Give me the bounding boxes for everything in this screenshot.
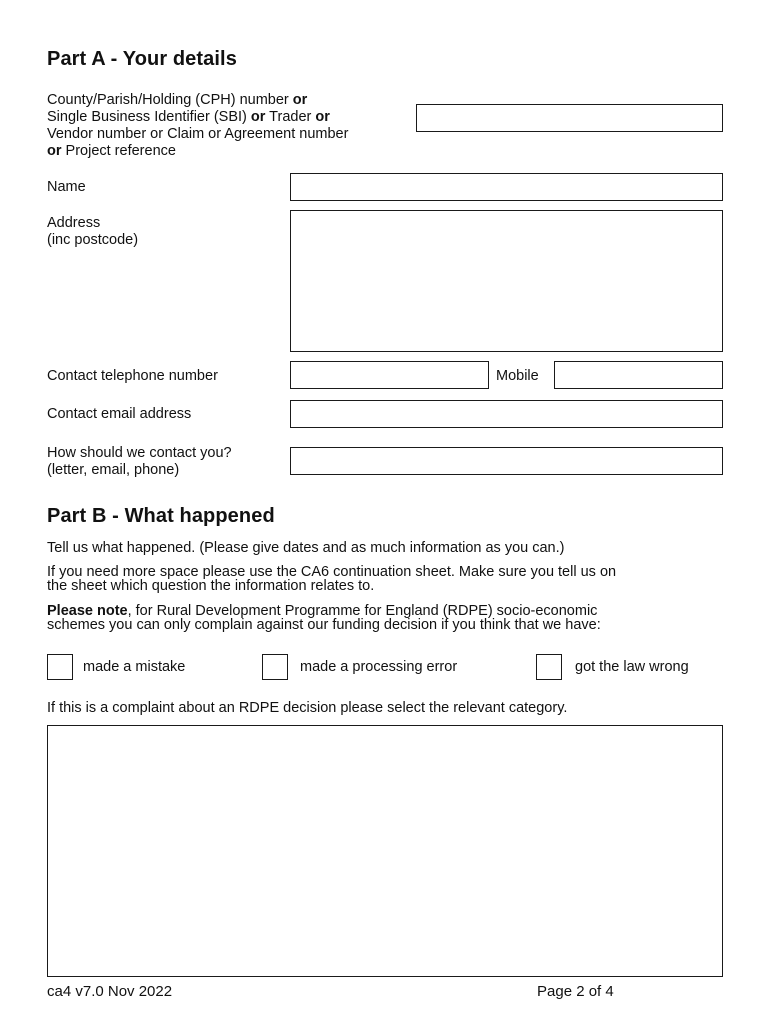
checkbox-made-mistake[interactable] xyxy=(47,654,73,680)
more-space-paragraph xyxy=(47,565,616,593)
checkbox-processing-error-label: made a processing error xyxy=(300,659,458,675)
phone-label: Contact telephone number xyxy=(47,368,218,384)
contact-method-input[interactable] xyxy=(290,447,723,475)
address-label xyxy=(47,215,138,249)
cph-label-or-2: or xyxy=(250,109,266,125)
cph-label-or-4: or xyxy=(47,143,62,159)
cph-label-trader: Trader xyxy=(265,109,316,125)
cph-label-line1: County/Parish/Holding (CPH) number xyxy=(47,92,293,108)
cph-label-or-1: or xyxy=(292,92,308,108)
more-space-line2: the sheet which question the information relates to. xyxy=(47,578,375,594)
checkbox-law-wrong-label: got the law wrong xyxy=(575,659,689,675)
cph-label-line4: Project reference xyxy=(61,143,176,159)
mobile-input[interactable] xyxy=(554,361,723,389)
contact-method-label-line1: How should we contact you? xyxy=(47,445,232,461)
email-input[interactable] xyxy=(290,400,723,428)
checkbox-law-wrong[interactable] xyxy=(536,654,562,680)
category-prompt: If this is a complaint about an RDPE decision please select the relevant category. xyxy=(47,700,568,716)
checkbox-made-mistake-label: made a mistake xyxy=(83,659,186,675)
name-input[interactable] xyxy=(290,173,723,201)
contact-method-label xyxy=(47,445,232,479)
cph-label-line2: Single Business Identifier (SBI) xyxy=(47,109,251,125)
email-label: Contact email address xyxy=(47,406,192,422)
address-input[interactable] xyxy=(290,210,723,352)
please-note-paragraph xyxy=(47,604,601,632)
phone-input[interactable] xyxy=(290,361,489,389)
cph-input[interactable] xyxy=(416,104,723,132)
please-note-line1: , for Rural Development Programme for England (RDPE) socio-economic xyxy=(127,603,598,619)
name-label: Name xyxy=(47,179,86,195)
address-label-line2: (inc postcode) xyxy=(47,232,139,248)
what-happened-textarea[interactable] xyxy=(47,725,723,977)
mobile-label: Mobile xyxy=(496,368,539,384)
more-space-line1: If you need more space please use the CA6 continuation sheet. Make sure you tell us on xyxy=(47,564,617,580)
part-b-intro: Tell us what happened. (Please give dates and as much information as you can.) xyxy=(47,540,565,556)
cph-label-line3: Vendor number or Claim or Agreement number xyxy=(47,126,349,142)
contact-method-label-line2: (letter, email, phone) xyxy=(47,462,180,478)
address-label-line1: Address xyxy=(47,215,101,231)
please-note-bold: Please note xyxy=(47,603,128,619)
page-number: Page 2 of 4 xyxy=(537,983,614,1000)
cph-label xyxy=(47,92,348,160)
form-version: ca4 v7.0 Nov 2022 xyxy=(47,983,173,1000)
checkbox-processing-error[interactable] xyxy=(262,654,288,680)
part-a-heading: Part A - Your details xyxy=(47,48,237,70)
cph-label-or-3: or xyxy=(315,109,330,125)
part-b-heading: Part B - What happened xyxy=(47,505,275,527)
please-note-line2: schemes you can only complain against our funding decision if you think that we have: xyxy=(47,617,601,633)
